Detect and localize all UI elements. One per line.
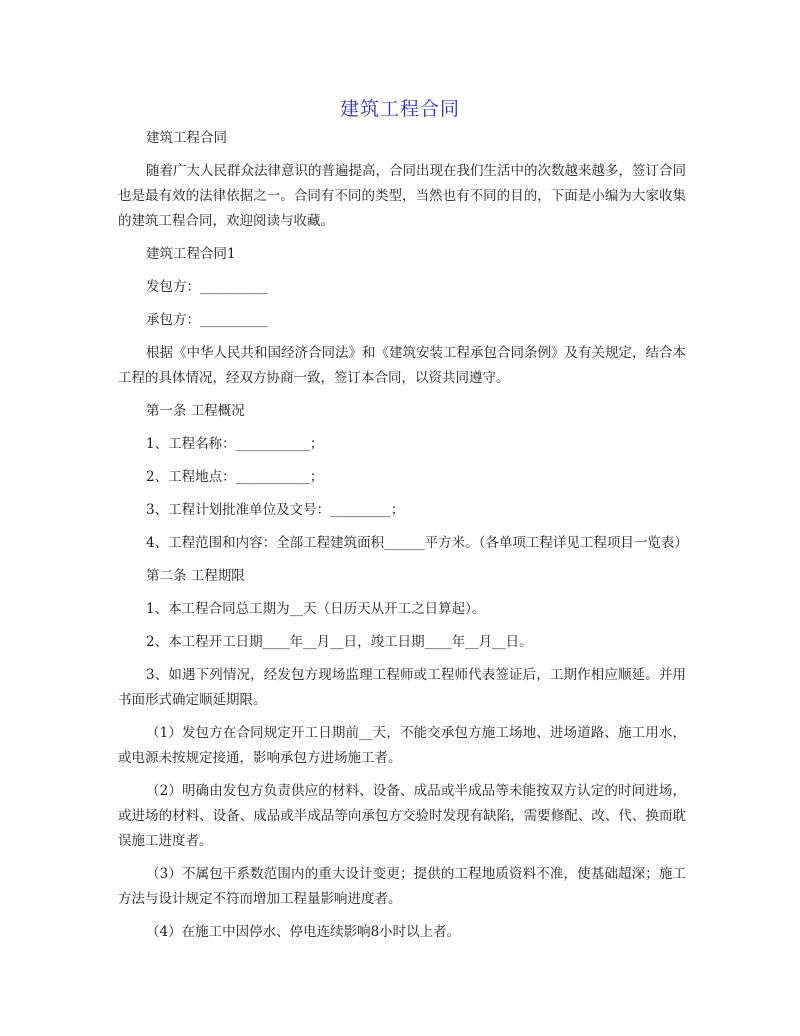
article-2-heading: 第二条 工程期限	[146, 568, 245, 584]
article-1-item-3: 3、工程计划批准单位及文号：_________；	[146, 502, 405, 518]
document-title: 建筑工程合同	[339, 98, 460, 120]
paragraph-employer: 发包方：__________	[146, 279, 268, 295]
article-2-subitem-3: （3）不属包干系数范围内的重大设计变更；提供的工程地质资料不准，使基础超深；施工方法与设计规定不符而增加工程量影响进度者。	[118, 866, 686, 907]
article-2-subitem-4: （4）在施工中因停水、停电连续影响8小时以上者。	[146, 924, 461, 940]
article-1-item-1: 1、工程名称：___________；	[146, 436, 324, 452]
document-body	[118, 126, 686, 953]
article-2-item-3: 3、如遇下列情况，经发包方现场监理工程师或工程师代表签证后，工期作相应顺延。并用书面形式确定顺延期限。	[118, 667, 686, 708]
article-1-heading: 第一条 工程概况	[146, 403, 245, 419]
article-2-subitem-2: （2）明确由发包方负责供应的材料、设备、成品或半成品等未能按双方认定的时间进场，或进场的材料、设备、成品或半成品等向承包方交验时发现有缺陷，需要修配、改、代、换而耽误施工进度者。	[118, 783, 686, 849]
article-1-item-4: 4、工程范围和内容：全部工程建筑面积______平方米。（各单项工程详见工程项目一览表）	[146, 535, 688, 551]
article-1-item-2: 2、工程地点：___________；	[146, 469, 324, 485]
paragraph-intro: 随着广大人民群众法律意识的普遍提高，合同出现在我们生活中的次数越来越多，签订合同也是最有效的法律依据之一。合同有不同的类型，当然也有不同的目的，下面是小编为大家收集的建筑工程合同，欢迎阅读与收藏。	[118, 163, 686, 229]
paragraph-basis: 根据《中华人民共和国经济合同法》和《建筑安装工程承包合同条例》及有关规定，结合本工程的具体情况，经双方协商一致，签订本合同，以资共同遵守。	[118, 345, 686, 386]
paragraph-contractor: 承包方：__________	[146, 312, 268, 328]
article-2-item-1: 1、本工程合同总工期为__天（日历天从开工之日算起）。	[146, 601, 486, 617]
paragraph-heading: 建筑工程合同	[146, 130, 227, 146]
article-2-item-2: 2、本工程开工日期____年__月__日，竣工日期____年__月__日。	[146, 634, 533, 650]
article-2-subitem-1: （1）发包方在合同规定开工日期前__天，不能交承包方施工场地、进场道路、施工用水，或电源未按规定接通，影响承包方进场施工者。	[118, 725, 686, 766]
paragraph-contract-number: 建筑工程合同1	[146, 246, 236, 262]
